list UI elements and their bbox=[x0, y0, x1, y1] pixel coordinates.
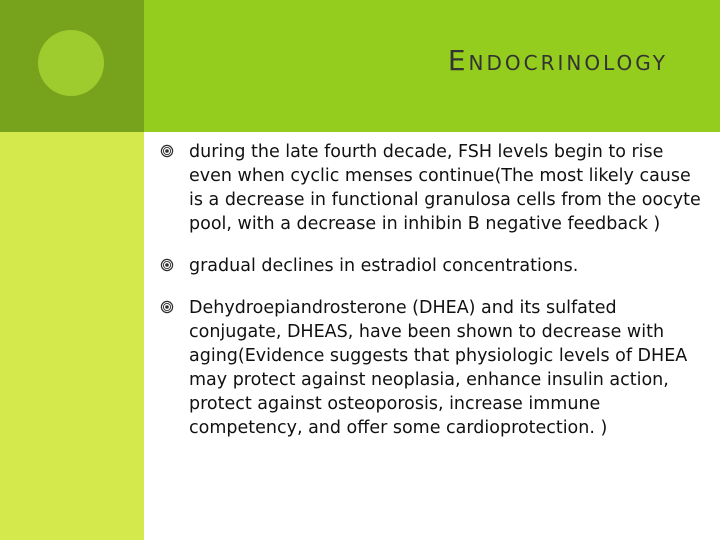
corner-block bbox=[0, 0, 144, 132]
circle-bullet-icon bbox=[160, 258, 174, 272]
bullet-item bbox=[160, 140, 710, 236]
bullet-text: during the late fourth decade, FSH levels begin to rise even when cyclic menses continue(The most likely cause is a decrease in functional granulosa cells from the oocyte pool, with a decrease in inhibin B negative feedback ) bbox=[189, 142, 701, 234]
decorative-circle bbox=[38, 30, 104, 96]
slide-title: Endocrinology bbox=[447, 44, 668, 77]
bullet-text: gradual declines in estradiol concentrations. bbox=[189, 256, 579, 276]
bullet-text: Dehydroepiandrosterone (DHEA) and its sulfated conjugate, DHEAS, have been shown to decrease with aging(Evidence suggests that physiologic levels of DHEA may protect against neoplasia, enhance insulin action, protect against osteoporosis, increase immune competency, and offer some cardioprotection. ) bbox=[189, 298, 688, 438]
circle-bullet-icon bbox=[160, 144, 174, 158]
header-band bbox=[144, 0, 720, 132]
bullet-list bbox=[160, 140, 710, 458]
bullet-item bbox=[160, 254, 710, 278]
bullet-item bbox=[160, 296, 710, 440]
circle-bullet-icon bbox=[160, 300, 174, 314]
